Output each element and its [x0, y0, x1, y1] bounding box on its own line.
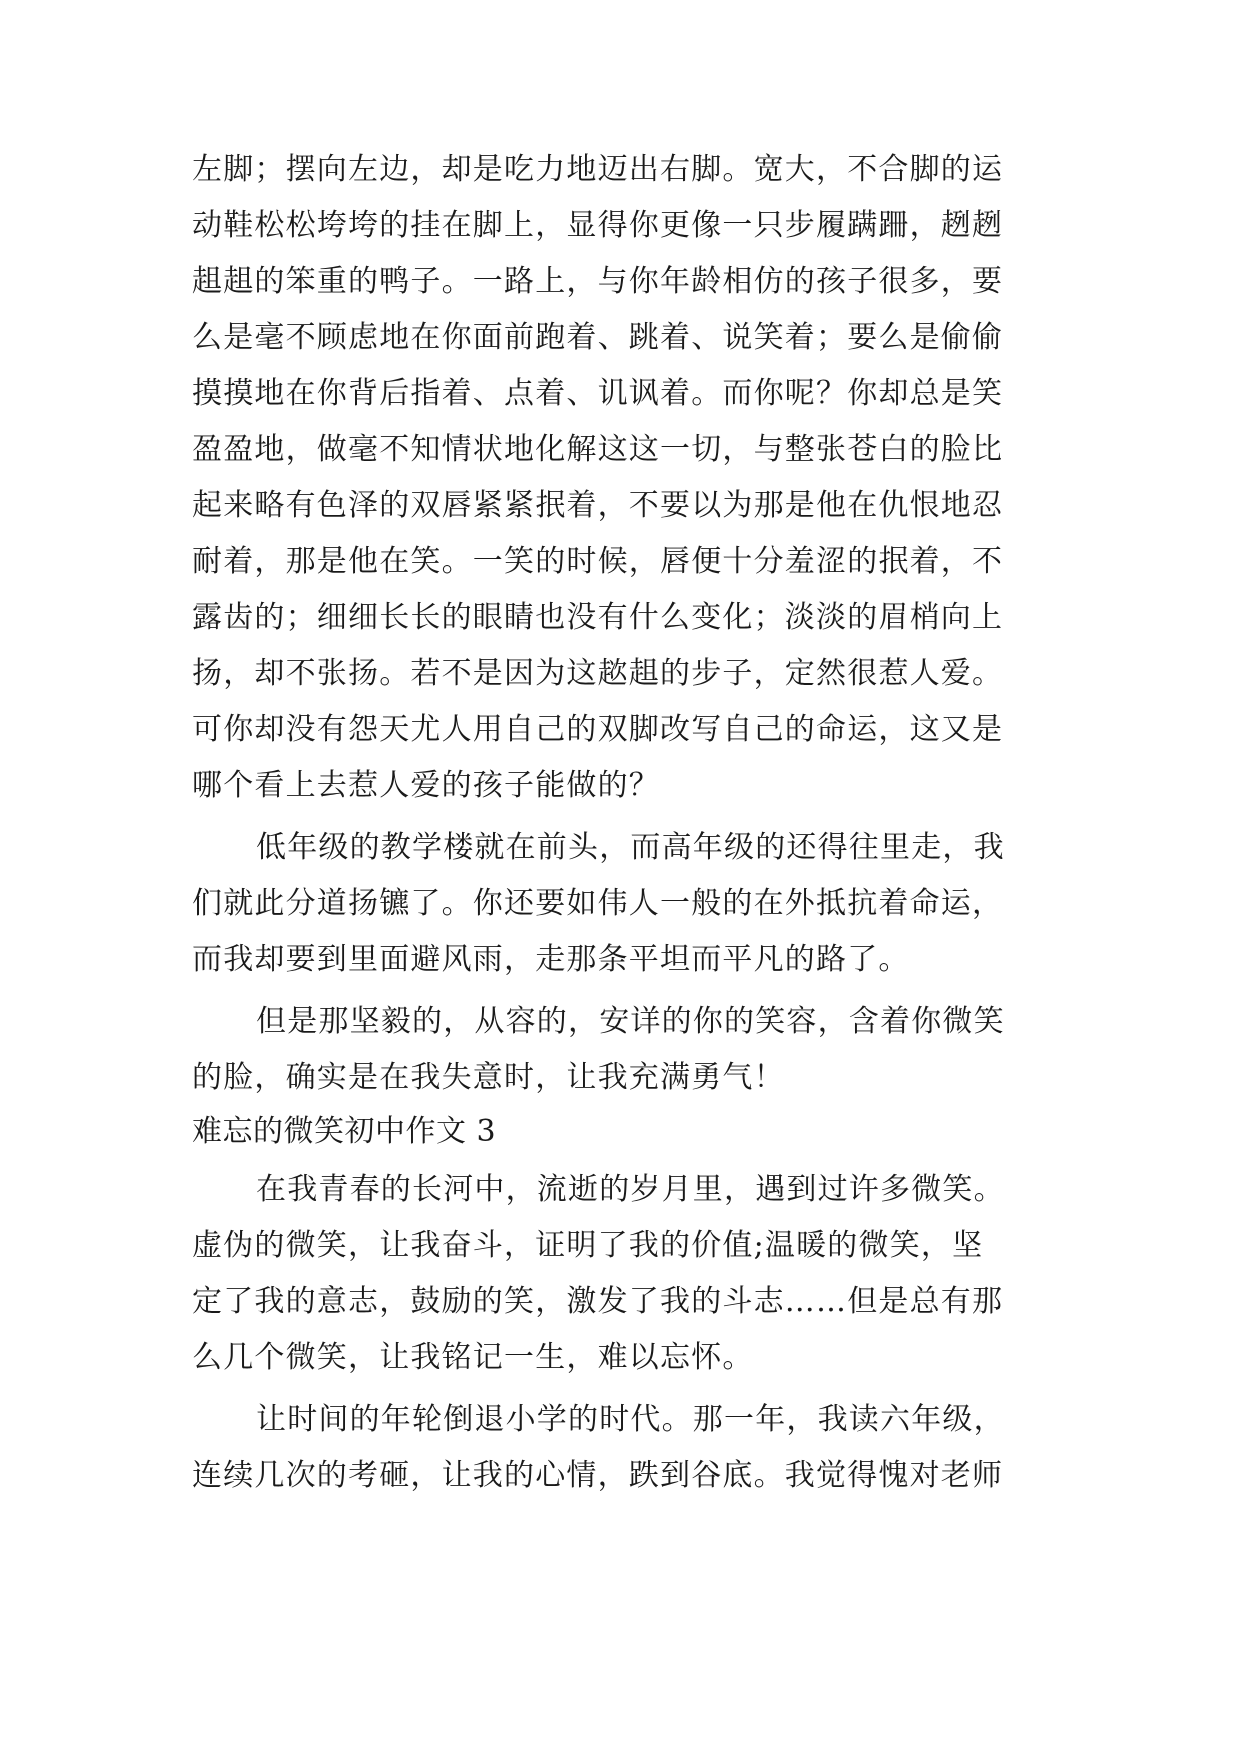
paragraph-line: 动鞋松松垮垮的挂在脚上，显得你更像一只步履蹒跚，趔趔	[192, 208, 1004, 243]
paragraph-line: 的脸，确实是在我失意时，让我充满勇气！	[192, 1060, 785, 1095]
paragraph-line: 扬，却不张扬。若不是因为这趑趄的步子，定然很惹人爱。	[192, 656, 1004, 691]
section-heading: 难忘的微笑初中作文 3	[192, 1114, 497, 1149]
paragraph-line: 虚伪的微笑，让我奋斗，证明了我的价值;温暖的微笑，坚	[192, 1228, 984, 1263]
paragraph-line: 而我却要到里面避风雨，走那条平坦而平凡的路了。	[192, 942, 910, 977]
paragraph-line: 露齿的；细细长长的眼睛也没有什么变化；淡淡的眉梢向上	[192, 600, 1004, 635]
paragraph-line: 低年级的教学楼就在前头，而高年级的还得往里走，我	[256, 830, 1005, 865]
paragraph-line: 们就此分道扬镳了。你还要如伟人一般的在外抵抗着命运，	[192, 886, 1004, 921]
paragraph-line: 连续几次的考砸，让我的心情，跌到谷底。我觉得愧对老师	[192, 1458, 1004, 1493]
paragraph-line: 但是那坚毅的，从容的，安详的你的笑容，含着你微笑	[256, 1004, 1005, 1039]
paragraph-line: 哪个看上去惹人爱的孩子能做的？	[192, 768, 660, 803]
paragraph-line: 盈盈地，做毫不知情状地化解这这一切，与整张苍白的脸比	[192, 432, 1004, 467]
paragraph-line: 么是毫不顾虑地在你面前跑着、跳着、说笑着；要么是偷偷	[192, 320, 1004, 355]
paragraph-line: 定了我的意志，鼓励的笑，激发了我的斗志……但是总有那	[192, 1284, 1004, 1319]
paragraph-line: 么几个微笑，让我铭记一生，难以忘怀。	[192, 1340, 754, 1375]
paragraph-line: 趄趄的笨重的鸭子。一路上，与你年龄相仿的孩子很多，要	[192, 264, 1004, 299]
paragraph-line: 耐着，那是他在笑。一笑的时候，唇便十分羞涩的抿着，不	[192, 544, 1004, 579]
paragraph-line: 可你却没有怨天尤人用自己的双脚改写自己的命运，这又是	[192, 712, 1004, 747]
paragraph-line: 左脚；摆向左边，却是吃力地迈出右脚。宽大，不合脚的运	[192, 152, 1004, 187]
paragraph-line: 起来略有色泽的双唇紧紧抿着，不要以为那是他在仇恨地忍	[192, 488, 1004, 523]
paragraph-line: 在我青春的长河中，流逝的岁月里，遇到过许多微笑。	[256, 1172, 1005, 1207]
paragraph-line: 摸摸地在你背后指着、点着、讥讽着。而你呢？你却总是笑	[192, 376, 1004, 411]
paragraph-line: 让时间的年轮倒退小学的时代。那一年，我读六年级，	[256, 1402, 1005, 1437]
